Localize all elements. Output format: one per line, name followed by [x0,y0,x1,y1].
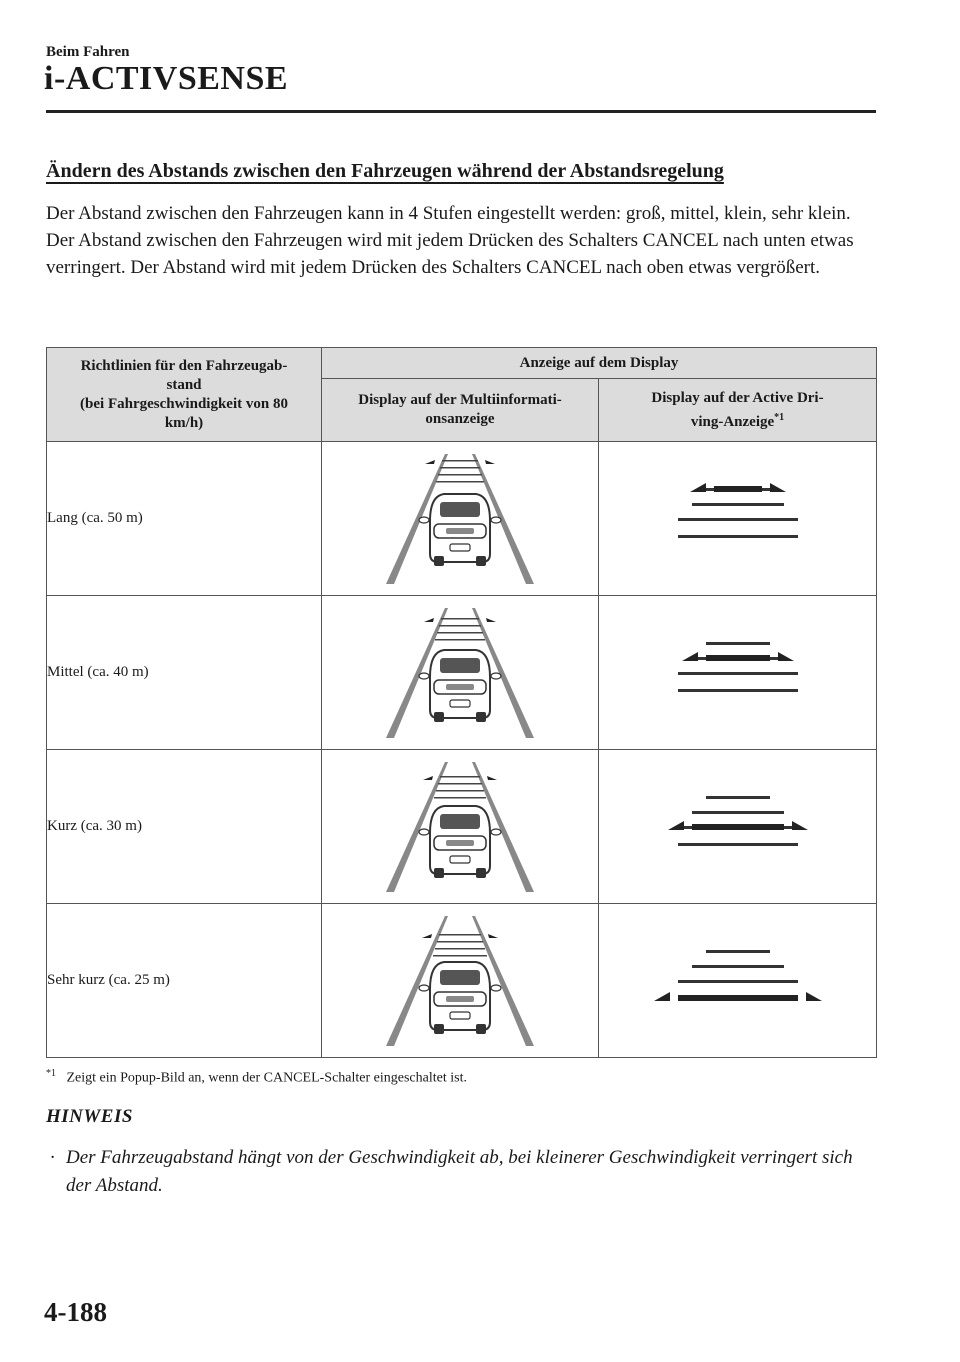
column-header-guideline: Richtlinien für den Fahrzeugab- stand (bei Fahrgeschwindigkeit von 80 km/h) [47,348,322,442]
distance-table [46,347,877,1058]
footnote-mark: *1 [774,411,785,423]
bullet-symbol: · [50,1147,55,1168]
distance-label: Lang (ca. 50 m) [47,442,322,596]
car-following-lane-icon [322,904,599,1058]
subsection-heading: Ändern des Abstands zwischen den Fahrzeugen während der Abstandsregelung [46,160,724,182]
distance-bars-icon [599,904,877,1058]
paragraph: Der Abstand zwischen den Fahrzeugen wird mit jedem Drücken des Schalters CANCEL nach unten etwas verringert. Der Abstand wird mit jedem Drücken des Schalters CANCEL nach oben etwas vergrößert. [46,230,854,278]
car-following-lane-icon [322,750,599,904]
note-bullet [50,1144,870,1200]
section-title: Beim Fahren [46,44,130,60]
note-text: Der Fahrzeugabstand hängt von der Geschwindigkeit ab, bei kleinerer Geschwindigkeit verringert sich der Abstand. [66,1147,853,1196]
table-row [47,750,877,904]
column-header-active-driving: Display auf der Active Dri- ving-Anzeige$^{*1}$ [599,379,877,442]
page-number: 4-188 [44,1297,107,1327]
distance-label: Sehr kurz (ca. 25 m) [47,904,322,1058]
distance-label: Mittel (ca. 40 m) [47,596,322,750]
paragraph: Der Abstand zwischen den Fahrzeugen kann in 4 Stufen eingestellt werden: groß, mittel, klein, sehr klein. [46,203,851,224]
table-row [47,442,877,596]
note-title: HINWEIS [46,1106,133,1127]
footnote-mark: *1 [46,1068,56,1079]
column-header-display: Anzeige auf dem Display [322,348,877,379]
distance-bars-icon [599,750,877,904]
body-text [46,200,876,281]
table-row [47,596,877,750]
car-following-lane-icon [322,442,599,596]
distance-bars-icon [599,596,877,750]
car-following-lane-icon [322,596,599,750]
distance-bars-icon [599,442,877,596]
chapter-title: i-ACTIVSENSE [44,60,289,97]
header-divider [46,110,876,113]
column-header-multiinfo: Display auf der Multiinformati- onsanzeige [322,379,599,442]
table-row [47,904,877,1058]
footnote-text: Zeigt ein Popup-Bild an, wenn der CANCEL-Schalter eingeschaltet ist. [66,1070,467,1086]
distance-label: Kurz (ca. 30 m) [47,750,322,904]
footnote [46,1068,467,1087]
